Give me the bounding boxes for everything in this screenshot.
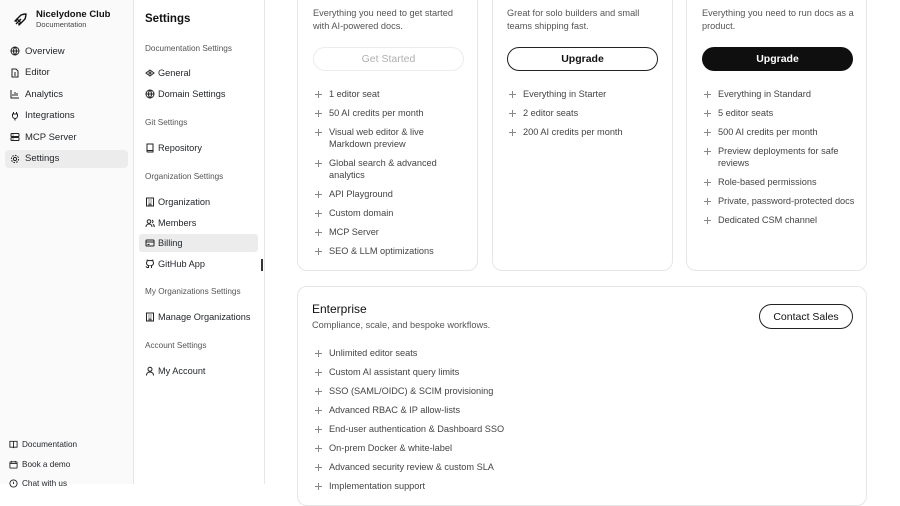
- calendar-icon: [9, 460, 18, 469]
- feature-item: 2 editor seats: [508, 107, 658, 119]
- nav-item-integrations[interactable]: [5, 107, 128, 125]
- plus-icon: [703, 216, 712, 225]
- plus-icon: [314, 109, 323, 118]
- feature-item: SEO & LLM optimizations: [314, 245, 464, 257]
- feature-item: 500 AI credits per month: [703, 126, 855, 138]
- feature-list: [314, 347, 614, 499]
- feature-item: MCP Server: [314, 226, 464, 238]
- plus-icon: [314, 349, 323, 358]
- feature-item: 200 AI credits per month: [508, 126, 658, 138]
- plan-description: Everything you need to get started with AI-powered docs.: [313, 8, 453, 31]
- feature-item: 50 AI credits per month: [314, 107, 464, 119]
- book-icon: [9, 440, 18, 449]
- chart-icon: [10, 89, 20, 99]
- building-icon: [145, 197, 155, 207]
- enterprise-title: Enterprise: [312, 302, 367, 316]
- settings-item-label: Domain Settings: [158, 88, 226, 99]
- settings-item-my-account[interactable]: [139, 362, 258, 380]
- nav-item-settings[interactable]: [5, 150, 128, 168]
- feature-item: Everything in Standard: [703, 88, 855, 100]
- user-icon: [145, 366, 155, 376]
- nav-item-label: Integrations: [25, 110, 75, 121]
- documentation-settings-section: [139, 44, 258, 105]
- enterprise-subtitle: Compliance, scale, and bespoke workflows.: [312, 320, 491, 330]
- chat-icon: [9, 479, 18, 488]
- plus-icon: [314, 444, 323, 453]
- settings-item-github-app[interactable]: [139, 255, 258, 273]
- brand[interactable]: [12, 9, 110, 29]
- feature-item: Implementation support: [314, 480, 614, 492]
- feature-item: Dedicated CSM channel: [703, 214, 855, 226]
- settings-item-general[interactable]: [139, 64, 258, 82]
- feature-item: 5 editor seats: [703, 107, 855, 119]
- nav-item-label: Editor: [25, 67, 50, 78]
- plus-icon: [703, 178, 712, 187]
- settings-item-organization[interactable]: [139, 193, 258, 211]
- settings-item-label: Organization: [158, 197, 211, 207]
- git-settings-section: [139, 118, 258, 160]
- document-icon: [10, 68, 20, 78]
- server-icon: [10, 132, 20, 142]
- plus-icon: [314, 90, 323, 99]
- feature-item: Global search & advanced analytics: [314, 157, 464, 181]
- settings-nav: [134, 0, 265, 484]
- feature-item: Visual web editor & live Markdown preview: [314, 126, 464, 150]
- plus-icon: [703, 90, 712, 99]
- globe-icon: [10, 46, 20, 56]
- settings-item-label: Members: [158, 217, 197, 228]
- plus-icon: [703, 109, 712, 118]
- feature-item: Unlimited editor seats: [314, 347, 614, 359]
- book-demo-link[interactable]: [9, 458, 77, 471]
- rocket-icon: [12, 12, 28, 28]
- plus-icon: [314, 128, 323, 137]
- feature-item: Preview deployments for safe reviews: [703, 145, 855, 169]
- feature-item: Advanced RBAC & IP allow-lists: [314, 404, 614, 416]
- feature-item: Custom domain: [314, 207, 464, 219]
- section-heading: Git Settings: [145, 118, 188, 127]
- plus-icon: [314, 190, 323, 199]
- feature-list: [703, 88, 855, 233]
- section-heading: Account Settings: [145, 341, 207, 350]
- contact-sales-button[interactable]: Contact Sales: [759, 304, 853, 329]
- section-heading: My Organizations Settings: [145, 287, 241, 296]
- plan-card-starter: [297, 0, 478, 271]
- plus-icon: [314, 209, 323, 218]
- account-settings-section: [139, 341, 258, 383]
- sidebar-link-label: Documentation: [22, 440, 78, 449]
- feature-item: Private, password-protected docs: [703, 195, 855, 207]
- nav-item-analytics[interactable]: [5, 85, 128, 103]
- plus-icon: [314, 482, 323, 491]
- feature-item: SSO (SAML/OIDC) & SCIM provisioning: [314, 385, 614, 397]
- nav-item-label: Analytics: [25, 88, 64, 100]
- org-name: Nicelydone Club: [36, 9, 111, 20]
- plus-icon: [703, 147, 712, 156]
- section-heading: Organization Settings: [145, 172, 224, 181]
- feature-item: Role-based permissions: [703, 176, 855, 188]
- feature-item: 1 editor seat: [314, 88, 464, 100]
- feature-item: Advanced security review & custom SLA: [314, 461, 614, 473]
- feature-item: API Playground: [314, 188, 464, 200]
- building-icon: [145, 312, 155, 322]
- settings-item-label: GitHub App: [158, 258, 205, 269]
- eye-icon: [145, 68, 155, 78]
- plan-card-enterprise: [297, 286, 867, 506]
- plus-icon: [508, 109, 517, 118]
- sidebar-link-label: Book a demo: [22, 459, 71, 469]
- feature-item: On-prem Docker & white-label: [314, 442, 614, 454]
- settings-title: Settings: [145, 13, 191, 25]
- settings-item-label: Repository: [158, 143, 202, 153]
- plan-description: Great for solo builders and small teams shipping fast.: [507, 8, 640, 31]
- section-heading: Documentation Settings: [145, 44, 232, 53]
- my-organizations-settings-section: [139, 287, 258, 329]
- plus-icon: [703, 128, 712, 137]
- organization-settings-section: [139, 172, 258, 275]
- plus-icon: [314, 159, 323, 168]
- settings-item-domain-settings[interactable]: [139, 85, 258, 103]
- sidebar-footer: [9, 438, 77, 497]
- nav-item-label: Settings: [25, 153, 60, 164]
- plan-description: Everything you need to run docs as a product.: [702, 8, 854, 31]
- nav-item-overview[interactable]: [5, 42, 128, 60]
- plus-icon: [314, 228, 323, 237]
- settings-item-billing[interactable]: [139, 234, 258, 252]
- org-subtitle: Documentation: [36, 20, 87, 29]
- feature-list: [508, 88, 658, 145]
- app-sidebar: [0, 0, 134, 488]
- sidebar-link-label: Chat with us: [22, 479, 68, 488]
- plus-icon: [314, 387, 323, 396]
- settings-item-label: General: [158, 68, 191, 78]
- plus-icon: [508, 90, 517, 99]
- users-icon: [145, 218, 155, 228]
- plus-icon: [314, 425, 323, 434]
- settings-item-repository[interactable]: [139, 139, 258, 157]
- settings-item-manage-organizations[interactable]: [139, 308, 258, 326]
- feature-list: [314, 88, 464, 264]
- plus-icon: [314, 406, 323, 415]
- scrollbar-thumb[interactable]: [261, 259, 263, 271]
- plus-icon: [314, 368, 323, 377]
- plan-card-pro: [686, 0, 867, 271]
- upgrade-button[interactable]: Upgrade: [507, 47, 658, 71]
- feature-item: Everything in Starter: [508, 88, 658, 100]
- plan-card-standard: [492, 0, 673, 271]
- github-icon: [145, 259, 155, 269]
- nav-item-editor[interactable]: [5, 64, 128, 82]
- gear-icon: [10, 154, 20, 164]
- book-icon: [145, 143, 155, 153]
- feature-item: End-user authentication & Dashboard SSO: [314, 423, 614, 435]
- get-started-button[interactable]: Get Started: [313, 47, 464, 71]
- chat-link[interactable]: [9, 477, 77, 490]
- settings-item-label: My Account: [158, 366, 206, 376]
- settings-item-label: Manage Organizations: [158, 312, 251, 322]
- documentation-link[interactable]: [9, 438, 77, 451]
- plug-icon: [10, 111, 20, 121]
- upgrade-button[interactable]: Upgrade: [702, 47, 853, 71]
- main-nav: [5, 42, 128, 171]
- nav-item-label: MCP Server: [25, 131, 77, 143]
- plus-icon: [508, 128, 517, 137]
- feature-item: Custom AI assistant query limits: [314, 366, 614, 378]
- globe-icon: [145, 89, 155, 99]
- nav-item-label: Overview: [25, 45, 65, 57]
- settings-item-members[interactable]: [139, 214, 258, 232]
- plus-icon: [314, 247, 323, 256]
- plus-icon: [314, 463, 323, 472]
- plus-icon: [703, 197, 712, 206]
- settings-item-label: Billing: [158, 238, 183, 248]
- nav-item-mcp-server[interactable]: [5, 128, 128, 146]
- credit-card-icon: [145, 238, 155, 248]
